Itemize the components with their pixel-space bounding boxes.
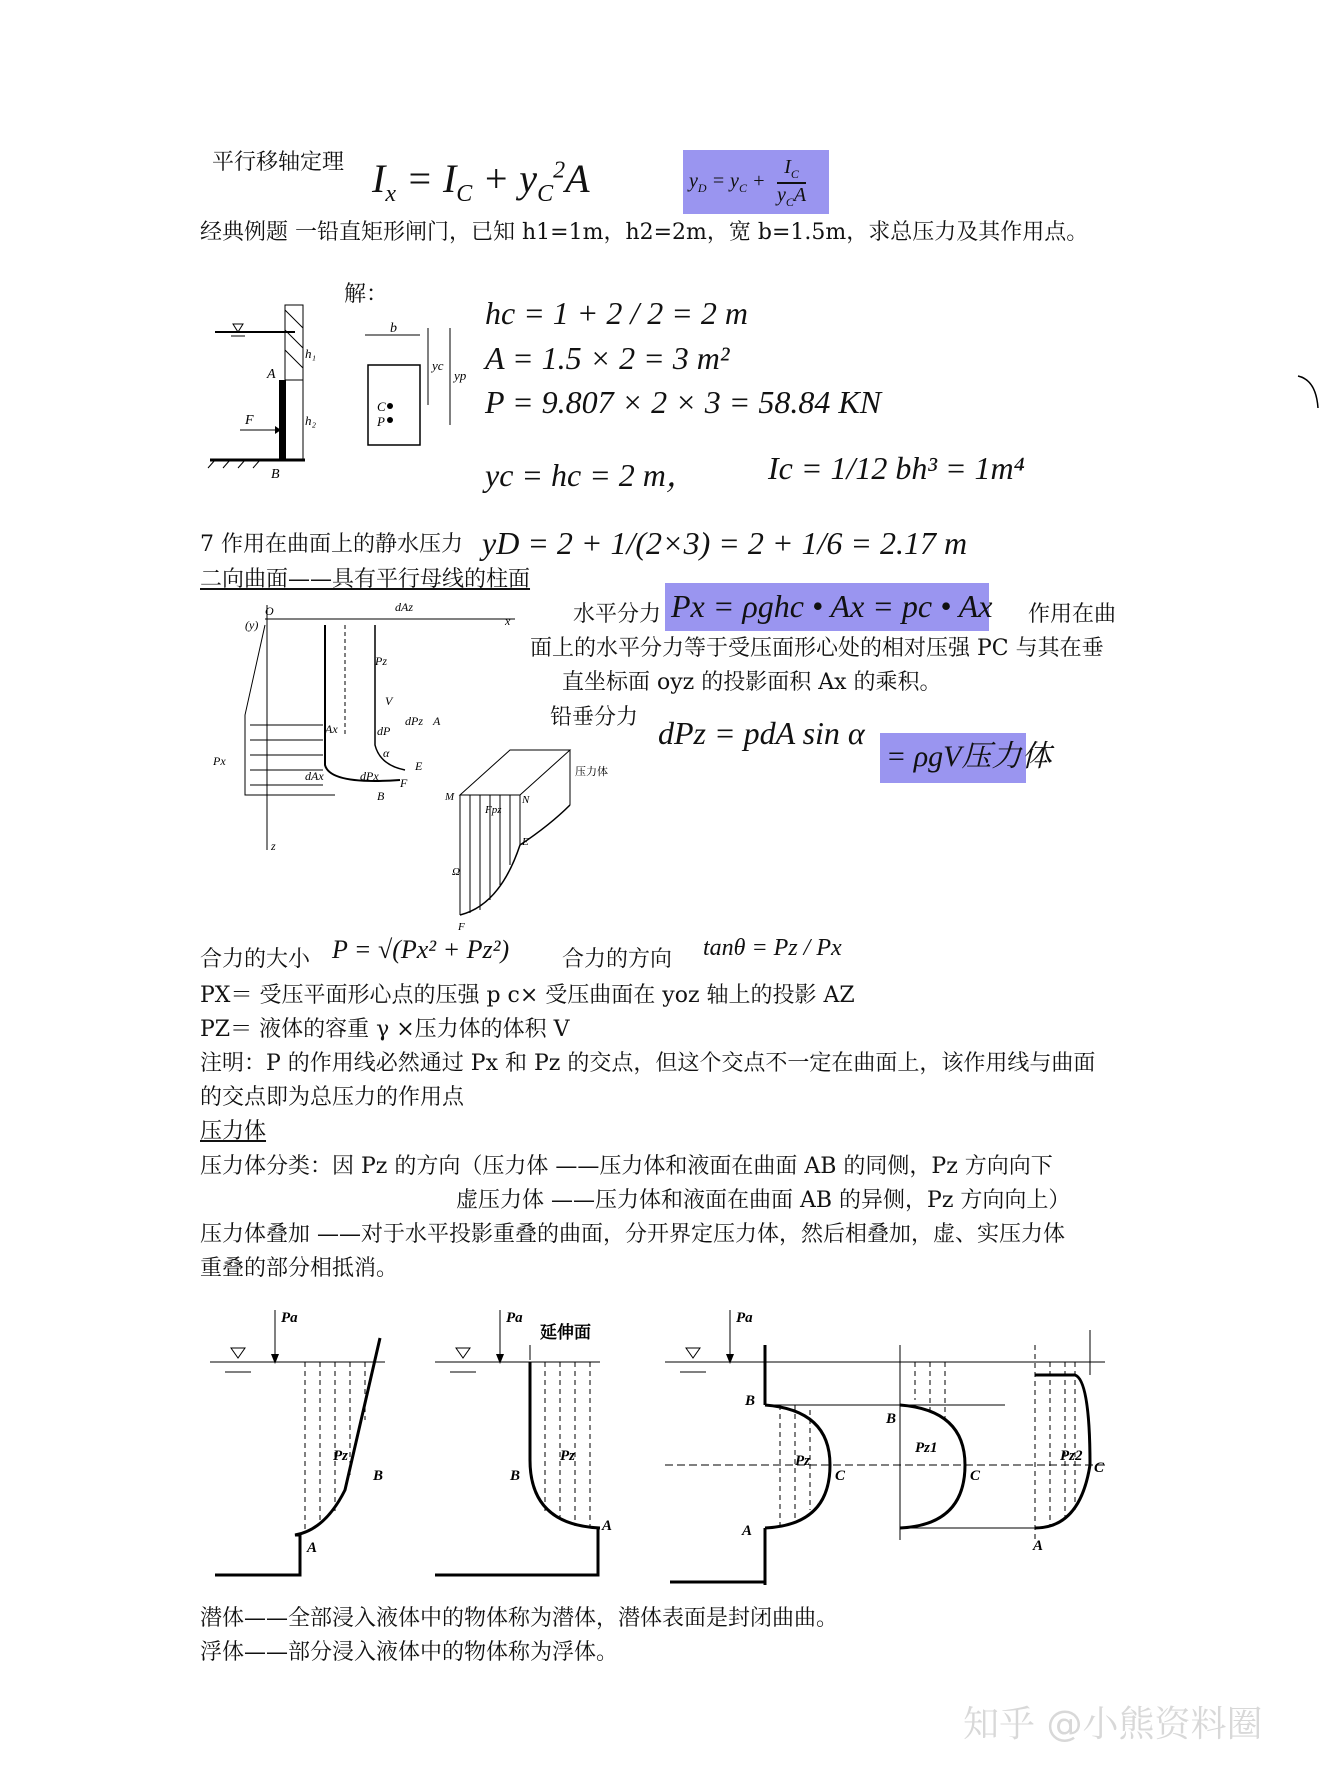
svg-text:dPx: dPx bbox=[360, 769, 379, 783]
svg-text:z: z bbox=[271, 839, 276, 853]
svg-text:压力体: 压力体 bbox=[575, 766, 608, 778]
resultant-direction-label: 合力的方向 bbox=[562, 947, 673, 972]
classify-line-2: 虚压力体 ——压力体和液面在曲面 AB 的异侧，Pz 方向向上） bbox=[456, 1188, 1071, 1213]
svg-text:A: A bbox=[602, 1518, 613, 1534]
formula-ix: $I_x = I_C + y_C^2A$ bbox=[372, 156, 590, 207]
svg-text:P: P bbox=[377, 414, 385, 429]
svg-text:B: B bbox=[271, 467, 280, 482]
overlay-line-1: 压力体叠加 ——对于水平投影重叠的曲面，分开界定压力体，然后相叠加，虚、实压力体 bbox=[200, 1222, 1065, 1247]
sol-hc: hc = 1 + 2 / 2 = 2 m bbox=[485, 295, 748, 331]
watermark: 知乎 @小熊资料圈 bbox=[963, 1704, 1263, 1745]
svg-text:C: C bbox=[835, 1468, 846, 1484]
gate-figure bbox=[205, 300, 355, 490]
svg-text:Pz: Pz bbox=[560, 1448, 575, 1464]
svg-text:Ω: Ω bbox=[452, 866, 460, 878]
pressure-prism-figure bbox=[440, 745, 615, 935]
svg-text:C: C bbox=[377, 399, 386, 414]
horizontal-label: 水平分力 bbox=[573, 602, 662, 627]
svg-text:α: α bbox=[383, 746, 390, 760]
pressure-body-heading: 压力体 bbox=[200, 1119, 267, 1144]
submerged-body: 潜体——全部浸入液体中的物体称为潜体，潜体表面是封闭曲曲。 bbox=[200, 1606, 839, 1631]
svg-text:Pa: Pa bbox=[506, 1310, 523, 1326]
vertical-formula: dPz = pdA sin α bbox=[658, 715, 865, 751]
resultant-magnitude-label: 合力的大小 bbox=[200, 947, 311, 972]
svg-text:Pz: Pz bbox=[333, 1448, 348, 1464]
svg-text:V: V bbox=[385, 694, 393, 708]
svg-text:A: A bbox=[1033, 1538, 1044, 1554]
note-line-2: 的交点即为总压力的作用点 bbox=[200, 1085, 465, 1110]
svg-text:A: A bbox=[267, 367, 276, 382]
svg-text:B: B bbox=[745, 1393, 756, 1409]
svg-text:(y): (y) bbox=[245, 618, 259, 632]
horizontal-desc-1: 作用在曲 bbox=[1028, 602, 1117, 627]
sol-yc: yc = hc = 2 m， bbox=[485, 457, 698, 493]
svg-text:Pz2: Pz2 bbox=[1060, 1448, 1083, 1464]
section7-heading: 7 作用在曲面上的静水压力 bbox=[200, 532, 463, 557]
horizontal-desc-2: 面上的水平分力等于受压面形心处的相对压强 PC 与其在垂 bbox=[530, 636, 1104, 661]
svg-text:M: M bbox=[445, 791, 455, 803]
note-line-1: 注明：P 的作用线必然通过 Px 和 Pz 的交点，但这个交点不一定在曲面上，该作用线与曲面 bbox=[200, 1051, 1096, 1076]
svg-text:N: N bbox=[522, 794, 530, 806]
sol-yD: yD = 2 + 1/(2×3) = 2 + 1/6 = 2.17 m bbox=[482, 525, 968, 561]
svg-text:A: A bbox=[307, 1540, 318, 1556]
svg-text:Pz: Pz bbox=[795, 1453, 810, 1469]
svg-text:F: F bbox=[458, 921, 465, 933]
svg-text:Fpz: Fpz bbox=[485, 804, 502, 816]
svg-text:yc: yc bbox=[432, 358, 444, 373]
gate-section-figure bbox=[360, 320, 470, 450]
svg-text:yp: yp bbox=[454, 368, 467, 383]
px-definition: PX＝ 受压平面形心点的压强 p c× 受压曲面在 yoz 轴上的投影 AZ bbox=[200, 983, 855, 1008]
solution-label: 解： bbox=[344, 282, 389, 307]
svg-text:dAz: dAz bbox=[395, 600, 413, 614]
svg-text:E: E bbox=[522, 836, 529, 848]
svg-text:b: b bbox=[390, 321, 397, 336]
page-curl-mark bbox=[1296, 372, 1320, 412]
parallel-axis-title: 平行移轴定理 bbox=[212, 150, 345, 175]
svg-text:B: B bbox=[373, 1468, 384, 1484]
svg-text:O: O bbox=[265, 604, 274, 618]
vertical-label: 铅垂分力 bbox=[550, 705, 639, 730]
svg-text:Pa: Pa bbox=[736, 1310, 753, 1326]
svg-text:F: F bbox=[400, 776, 408, 790]
svg-text:h₂: h₂ bbox=[305, 413, 317, 428]
svg-text:延伸面: 延伸面 bbox=[540, 1323, 591, 1342]
svg-text:F: F bbox=[245, 413, 254, 428]
subheading-2d-surface: 二向曲面——具有平行母线的柱面 bbox=[200, 567, 531, 592]
svg-text:B: B bbox=[886, 1411, 897, 1427]
resultant-formula: P = √(Px² + Pz²) bbox=[332, 935, 510, 964]
svg-text:C: C bbox=[970, 1468, 981, 1484]
formula-yd-box: $y_D = y_C$ + $I_C$ $y_CA$ bbox=[683, 150, 829, 214]
pressure-body-figure-2 bbox=[430, 1300, 613, 1585]
tan-formula: tanθ = Pz / Px bbox=[703, 935, 842, 961]
svg-text:A: A bbox=[742, 1523, 753, 1539]
svg-text:dPz: dPz bbox=[405, 714, 423, 728]
sol-P: P = 9.807 × 2 × 3 = 58.84 KN bbox=[485, 384, 882, 420]
vertical-formula-2: = ρgV压力体 bbox=[880, 733, 1026, 783]
svg-text:dAx: dAx bbox=[305, 769, 324, 783]
svg-text:B: B bbox=[377, 789, 385, 803]
svg-text:x: x bbox=[505, 614, 511, 628]
horizontal-desc-3: 直坐标面 oyz 的投影面积 Ax 的乘积。 bbox=[562, 670, 942, 695]
pz-definition: PZ＝ 液体的容重 γ ×压力体的体积 V bbox=[200, 1017, 570, 1042]
svg-text:A: A bbox=[433, 714, 441, 728]
svg-text:C: C bbox=[1094, 1460, 1105, 1476]
svg-text:B: B bbox=[510, 1468, 521, 1484]
pressure-body-figure-3 bbox=[650, 1300, 1115, 1585]
sol-Ic: Ic = 1/12 bh³ = 1m⁴ bbox=[768, 450, 1025, 486]
svg-text:Ax: Ax bbox=[325, 722, 338, 736]
overlay-line-2: 重叠的部分相抵消。 bbox=[200, 1256, 399, 1281]
svg-text:h₁: h₁ bbox=[305, 346, 317, 361]
horizontal-formula: Px = ρghc • Ax = pc • Ax bbox=[665, 583, 989, 631]
sol-A: A = 1.5 × 2 = 3 m² bbox=[485, 340, 730, 376]
svg-text:Pa: Pa bbox=[281, 1310, 298, 1326]
svg-text:E: E bbox=[415, 759, 423, 773]
svg-text:Px: Px bbox=[213, 754, 226, 768]
pressure-body-figure-1 bbox=[205, 1300, 405, 1585]
svg-text:dP: dP bbox=[377, 724, 391, 738]
svg-text:Pz: Pz bbox=[375, 654, 387, 668]
example-line: 经典例题 一铅直矩形闸门，已知 h1=1m，h2=2m，宽 b=1.5m，求总压力及其作用点。 bbox=[200, 220, 1089, 245]
classify-line-1: 压力体分类：因 Pz 的方向（压力体 ——压力体和液面在曲面 AB 的同侧，Pz 方向向下 bbox=[200, 1154, 1053, 1179]
floating-body: 浮体——部分浸入液体中的物体称为浮体。 bbox=[200, 1640, 619, 1665]
svg-text:Pz1: Pz1 bbox=[915, 1440, 938, 1456]
